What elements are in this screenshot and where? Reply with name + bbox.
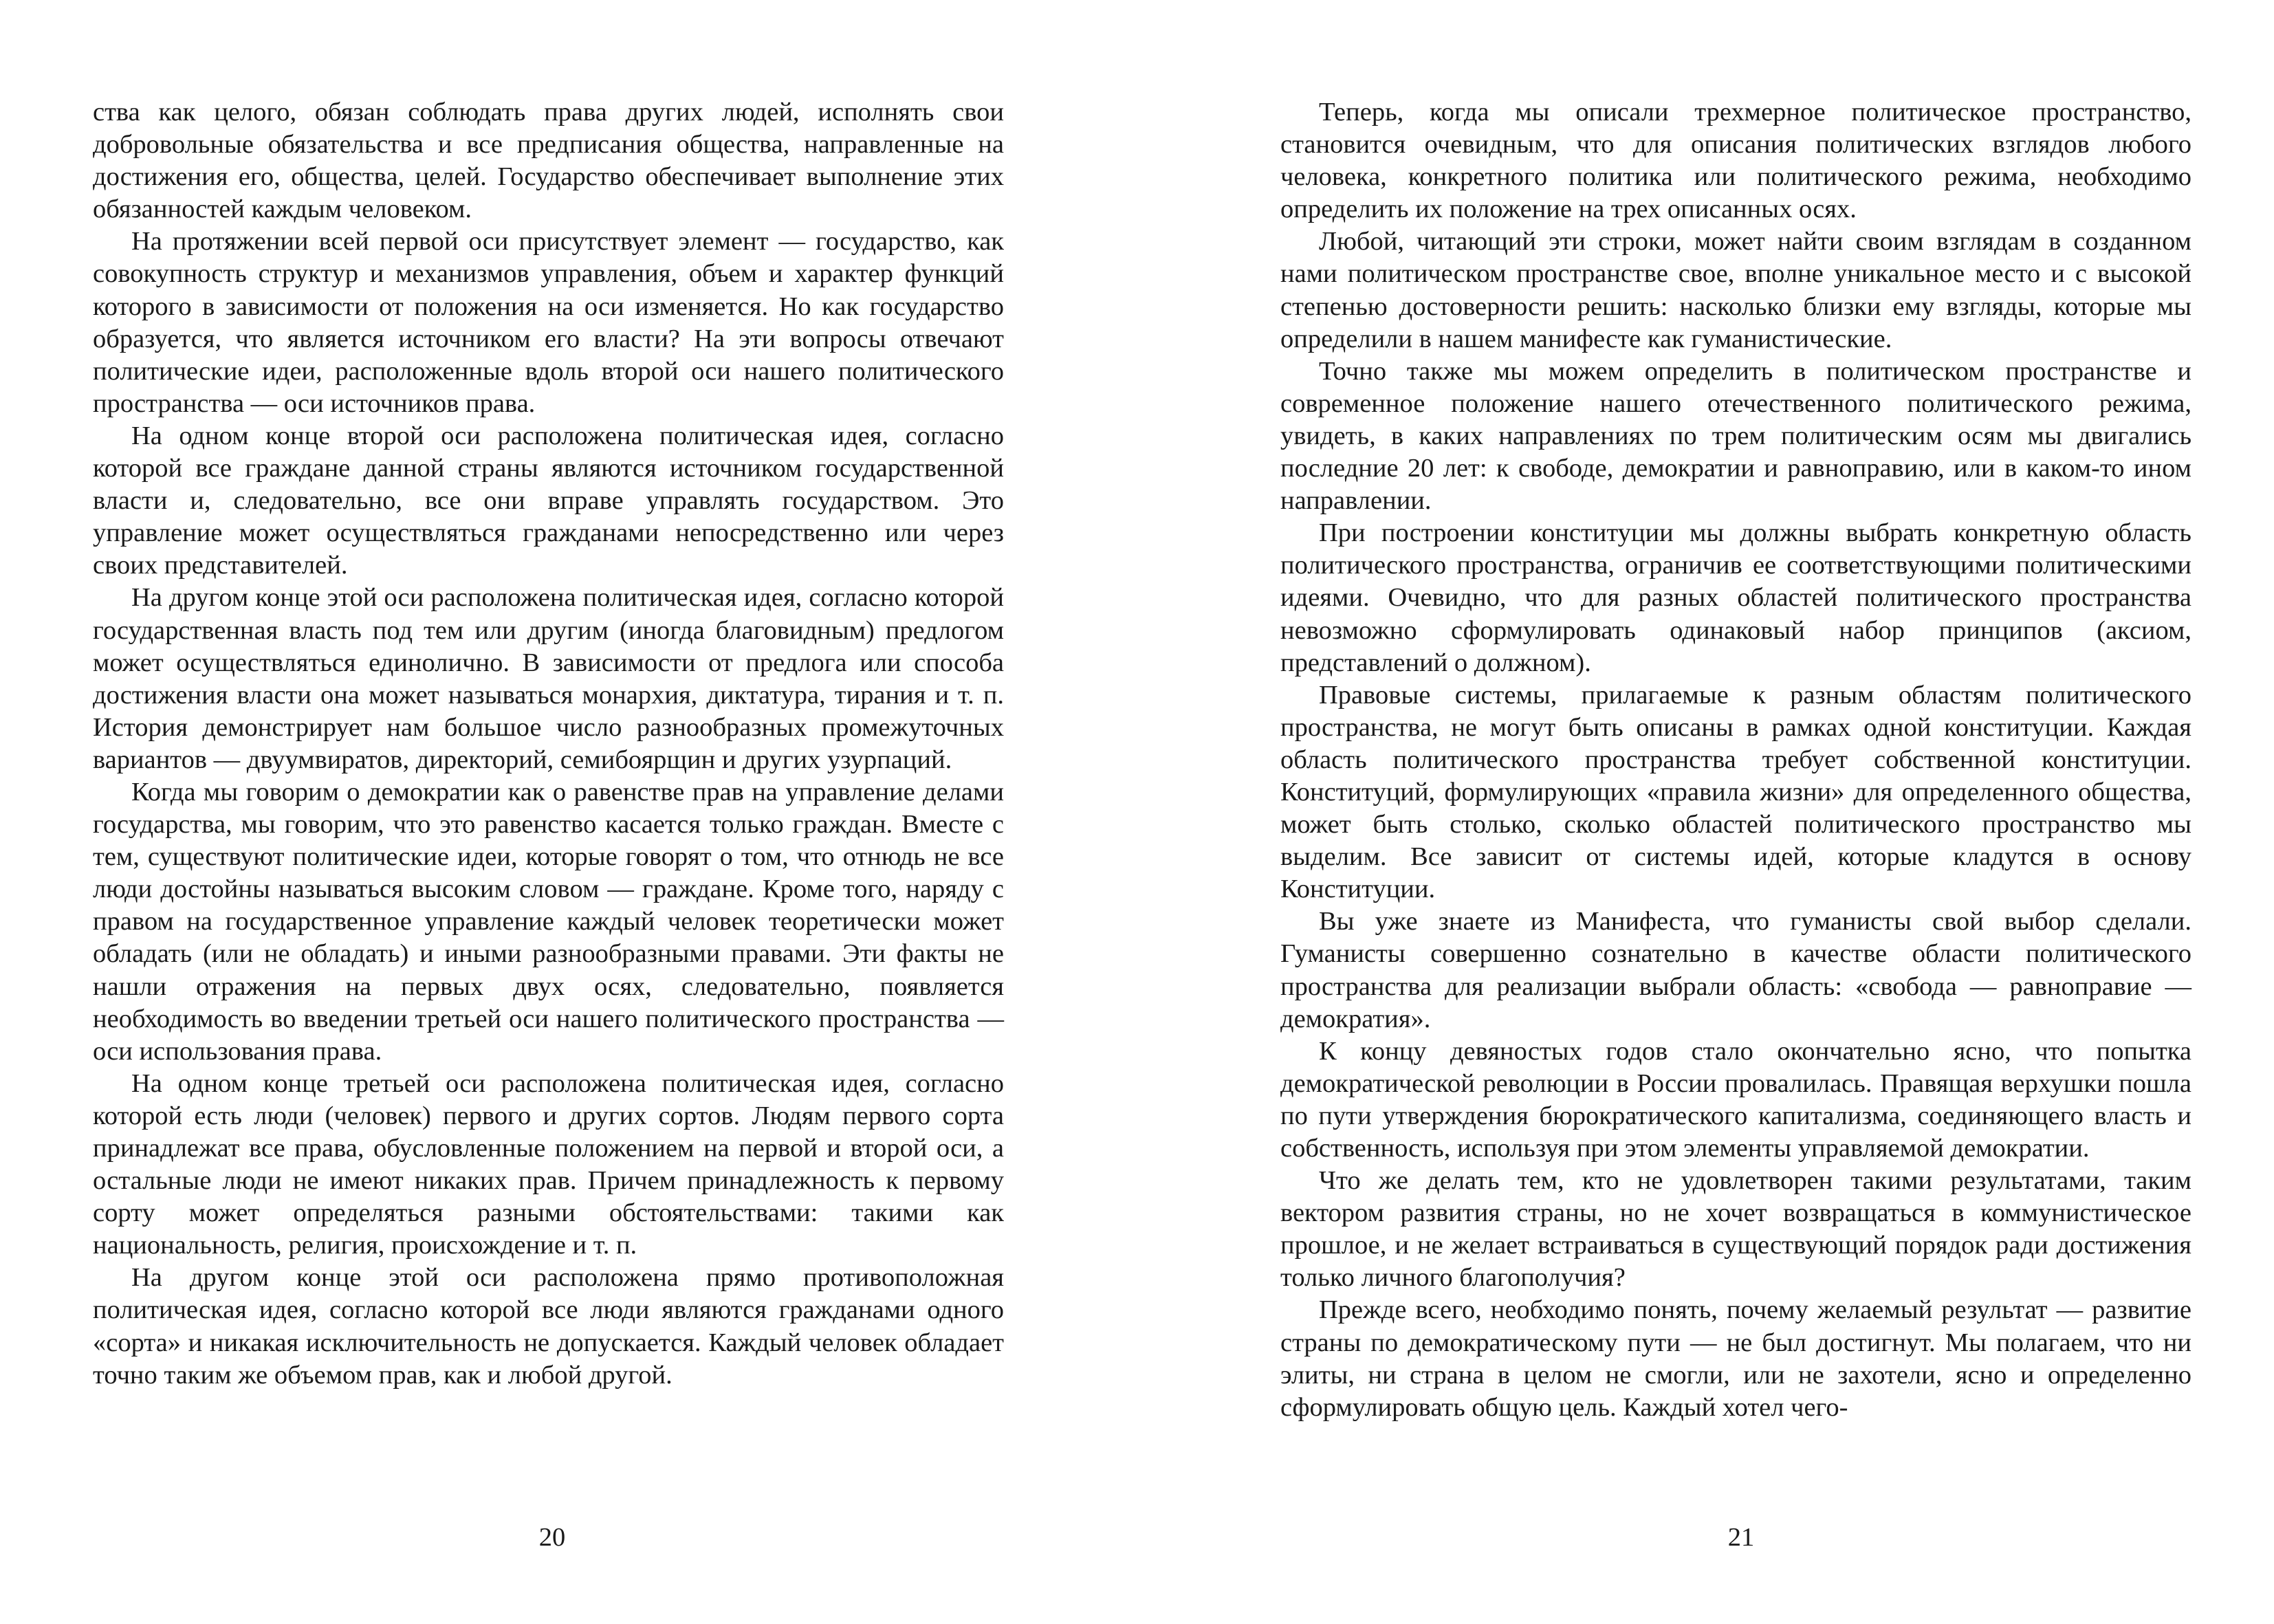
right-paragraph-2: Любой, читающий эти строки, может найти своим взглядам в созданном нами политическом пространстве свое, вполне уникальное место и с высокой степенью достоверности решить: насколько близки ему взгляды, которые мы определили в нашем манифесте как гуманистические. xyxy=(1280,227,2191,353)
left-page-number: 20 xyxy=(538,1523,566,1552)
left-paragraph-2: На протяжении всей первой оси присутствует элемент — государство, как совокупность структур и механизмов управления, объем и характер функций которого в зависимости от положения на оси изменяется. Но как государство образуется, что является источником его власти? На эти вопросы отвечают политические идеи, расположенные вдоль второй оси нашего политического пространства — оси источников права. xyxy=(93,227,1004,418)
right-paragraph-3: Точно также мы можем определить в политическом пространстве и современное положение нашего отечественного политического режима, увидеть, в каких направлениях по трем политическим осям мы двигались последние 20 лет: к свободе, демократии и равноправию, или в каком-то ином направлении. xyxy=(1280,356,2191,516)
right-paragraph-9: Прежде всего, необходимо понять, почему желаемый результат — развитие страны по демократическому пути — не был достигнут. Мы полагаем, что ни элиты, ни страна в целом не смогли, или не захотели, ясно и определенно сформулировать общую цель. Каждый хотел чего- xyxy=(1280,1295,2191,1422)
left-paragraph-4: На другом конце этой оси расположена политическая идея, согласно которой государственная власть под тем или другим (иногда благовидным) предлогом может осуществляться единолично. В зависимости от предлога или способа достижения власти она может называться монархия, диктатура, тирания и т. п. История демонстрирует нам большое число разнообразных промежуточных вариантов — двуумвиратов, директорий, семибоярщин и других узурпаций. xyxy=(93,583,1004,774)
left-paragraph-7: На другом конце этой оси расположена прямо противоположная политическая идея, согласно которой все люди являются гражданами одного «сорта» и никакая исключительность не допускается. Каждый человек обладает точно таким же объемом прав, как и любой другой. xyxy=(93,1263,1004,1390)
right-paragraph-7: К концу девяностых годов стало окончательно ясно, что попытка демократической революции в России провалилась. Правящая верхушки пошла по пути утверждения бюрократического капитализма, соединяющего власть и собственность, используя при этом элементы управляемой демократии. xyxy=(1280,1036,2191,1163)
left-paragraph-3: На одном конце второй оси расположена политическая идея, согласно которой все граждане данной страны являются источником государственной власти и, следовательно, все они вправе управлять государством. Это управление может осуществляться гражданами непосредственно или через своих представителей. xyxy=(93,421,1004,580)
right-paragraph-4: При построении конституции мы должны выбрать конкретную область политического пространства, ограничив ее соответствующими политическими идеями. Очевидно, что для разных областей политического пространства невозможно сформулировать одинаковый набор принципов (аксиом, представлений о должном). xyxy=(1280,518,2191,677)
left-page-text xyxy=(93,96,1004,1392)
left-paragraph-5: Когда мы говорим о демократии как о равенстве прав на управление делами государства, мы говорим, что это равенство касается только граждан. Вместе с тем, существуют политические идеи, которые говорят о том, что отнюдь не все люди достойны называться высоким словом — граждане. Кроме того, наряду с правом на государственное управление каждый человек теоретически может обладать (или не обладать) и иными разнообразными правами. Эти факты не нашли отражения на первых двух осях, следовательно, появляется необходимость во введении третьей оси нашего политического пространства — оси использования права. xyxy=(93,777,1004,1066)
left-paragraph-1: ства как целого, обязан соблюдать права других людей, исполнять свои добровольные обязательства и все предписания общества, направленные на достижения его, общества, целей. Государство обеспечивает выполнение этих обязанностей каждым человеком. xyxy=(93,98,1004,224)
right-paragraph-8: Что же делать тем, кто не удовлетворен такими результатами, таким вектором развития страны, но не хочет возвращаться в коммунистическое прошлое, и не желает встраиваться в существующий порядок ради достижения только личного благополучия? xyxy=(1280,1166,2191,1293)
right-paragraph-5: Правовые системы, прилагаемые к разным областям политического пространства, не могут быть описаны в рамках одной конституции. Каждая область политического пространства требует собственной конституции. Конституций, формулирующих «правила жизни» для определенного общества, может быть столько, сколько областей политического пространство мы выделим. Все зависит от системы идей, которые кладутся в основу Конституции. xyxy=(1280,680,2191,904)
left-paragraph-6: На одном конце третьей оси расположена политическая идея, согласно которой есть люди (человек) первого и других сортов. Людям первого сорта принадлежат все права, обусловленные положением на первой и второй оси, а остальные люди не имеют никаких прав. Причем принадлежность к первому сорту может определяться разными обстоятельствами: такими как национальность, религия, происхождение и т. п. xyxy=(93,1068,1004,1260)
right-paragraph-6: Вы уже знаете из Манифеста, что гуманисты свой выбор сделали. Гуманисты совершенно сознательно в качестве области политического пространства для реализации выбрали область: «свобода — равноправие — демократия». xyxy=(1280,907,2191,1033)
right-page-text xyxy=(1280,96,2191,1424)
right-paragraph-1: Теперь, когда мы описали трехмерное политическое пространство, становится очевидным, что для описания политических взглядов любого человека, конкретного политика или политического режима, необходимо определить их положение на трех описанных осях. xyxy=(1280,98,2191,224)
right-page-number: 21 xyxy=(1727,1523,1755,1552)
